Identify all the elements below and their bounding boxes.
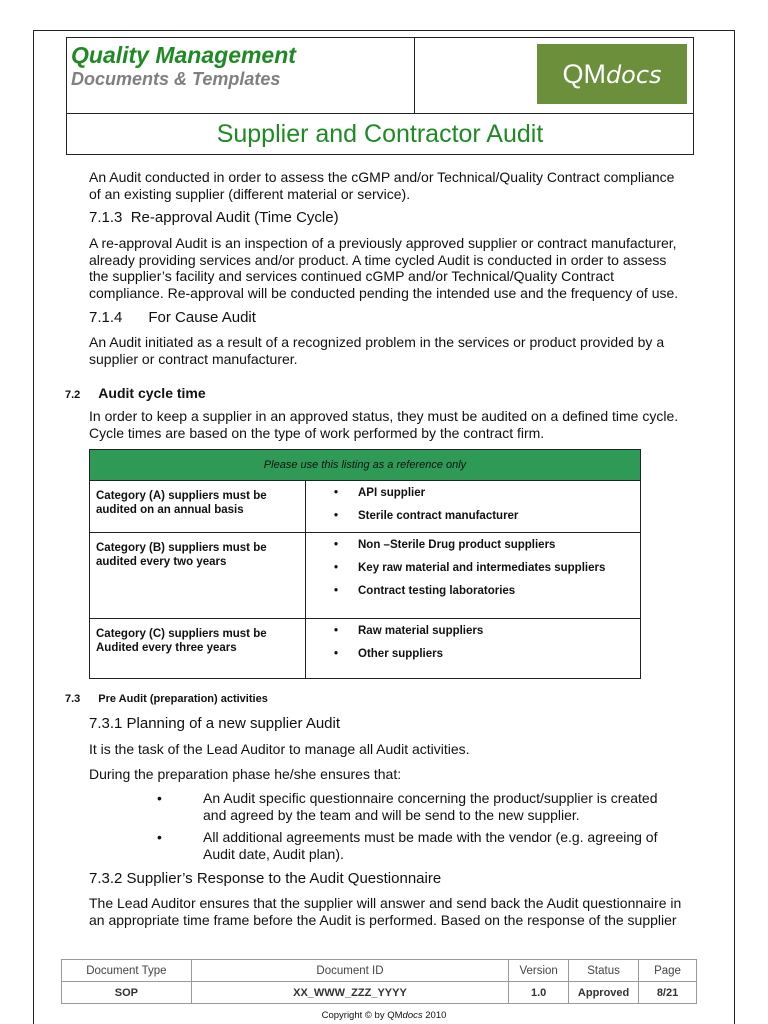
list-item: • Sterile contract manufacturer <box>330 509 640 523</box>
intro-paragraph: An Audit conducted in order to assess the cGMP and/or Technical/Quality Contract compliance of an existing supplier (different material or service). <box>89 169 675 202</box>
items-cell <box>306 533 641 619</box>
section-7-3-2-heading: 7.3.2 Supplier’s Response to the Audit Questionnaire <box>89 870 442 887</box>
document-title: Supplier and Contractor Audit <box>216 120 544 148</box>
copyright-year: 2010 <box>422 1010 447 1021</box>
table-row <box>90 481 641 533</box>
table-row <box>90 619 641 679</box>
document-footer-table <box>61 959 697 1004</box>
bullet-mark: • <box>157 790 162 806</box>
category-cell: Category (B) suppliers must be audited every two years <box>90 533 306 619</box>
section-title: Audit cycle time <box>98 385 206 401</box>
footer-value-row <box>62 982 697 1004</box>
section-title: Pre Audit (preparation) activities <box>98 693 268 705</box>
logo-qm-text: QM <box>562 59 606 89</box>
list-item: • Raw material suppliers <box>330 624 640 638</box>
qmdocs-logo <box>537 44 687 104</box>
brand-subtitle: Documents & Templates <box>71 69 281 89</box>
section-number: 7.3 <box>65 693 81 705</box>
footer-value-cell: 8/21 <box>639 982 697 1004</box>
table-row <box>90 533 641 619</box>
footer-header-cell: Page <box>639 960 697 982</box>
bullet-item <box>157 829 677 862</box>
copyright-docs: docs <box>402 1010 423 1021</box>
copyright-notice <box>0 1010 768 1021</box>
section-7-1-4-heading <box>89 309 256 326</box>
audit-cycle-table <box>89 449 641 679</box>
logo-docs-text: docs <box>605 61 662 89</box>
section-7-1-3-text: A re-approval Audit is an inspection of a previously approved supplier or contract manufacturer, already providing services and/or product. A time cycled Audit is conducted in order to assess the supplier’s facility and services continued cGMP and/or Technical/Quality Contract compliance. Re-approval will be conducted pending the intended use and the frequency of use. <box>89 235 679 301</box>
footer-header-cell: Document ID <box>191 960 508 982</box>
category-cell: Category (A) suppliers must be audited on an annual basis <box>90 481 306 533</box>
footer-header-row <box>62 960 697 982</box>
footer-value-cell: Approved <box>569 982 639 1004</box>
list-item: • Key raw material and intermediates suppliers <box>330 561 640 575</box>
bullet-text: All additional agreements must be made with the vendor (e.g. agreeing of Audit date, Audit plan). <box>203 829 658 862</box>
list-item: • Contract testing laboratories <box>330 584 640 598</box>
footer-value-cell: XX_WWW_ZZZ_YYYY <box>191 982 508 1004</box>
bullet-mark: • <box>157 829 162 845</box>
category-cell: Category (C) suppliers must be Audited every three years <box>90 619 306 679</box>
copyright-prefix: Copyright © by QM <box>321 1010 403 1021</box>
footer-value-cell: SOP <box>62 982 192 1004</box>
section-7-3-2-text: The Lead Auditor ensures that the supplier will answer and send back the Audit questionnaire in an appropriate time frame before the Audit is performed. Based on the response of the supplier <box>89 895 682 928</box>
brand-cell <box>67 38 415 114</box>
items-cell <box>306 481 641 533</box>
section-number: 7.1.3 <box>89 209 123 226</box>
bullet-item <box>157 790 677 823</box>
section-7-3-heading <box>65 693 268 705</box>
logo-cell <box>415 38 693 114</box>
document-header <box>66 37 694 155</box>
section-number: 7.2 <box>65 389 81 401</box>
section-7-2-text: In order to keep a supplier in an approved status, they must be audited on a defined time cycle. Cycle times are based on the type of work performed by the contract firm. <box>89 408 679 441</box>
table-header: Please use this listing as a reference only <box>90 450 641 481</box>
section-7-1-4-text: An Audit initiated as a result of a recognized problem in the services or product provided by a supplier or contract manufacturer. <box>89 334 665 367</box>
preparation-bullets <box>157 790 677 868</box>
brand-title: Quality Management <box>71 42 296 68</box>
list-item: • API supplier <box>330 486 640 500</box>
section-7-3-1-text-1: It is the task of the Lead Auditor to manage all Audit activities. <box>89 741 470 757</box>
bullet-text: An Audit specific questionnaire concerning the product/supplier is created and agreed by the team and will be send to the new supplier. <box>203 790 658 823</box>
items-cell <box>306 619 641 679</box>
section-title: Re-approval Audit (Time Cycle) <box>130 209 339 226</box>
footer-value-cell: 1.0 <box>509 982 569 1004</box>
footer-header-cell: Version <box>509 960 569 982</box>
list-item: • Other suppliers <box>330 647 640 661</box>
footer-header-cell: Status <box>569 960 639 982</box>
section-number: 7.1.4 <box>89 309 123 326</box>
section-7-1-3-heading <box>89 209 339 226</box>
footer-header-cell: Document Type <box>62 960 192 982</box>
section-7-3-1-heading: 7.3.1 Planning of a new supplier Audit <box>89 715 341 732</box>
list-item: • Non –Sterile Drug product suppliers <box>330 538 640 552</box>
section-7-3-1-text-2: During the preparation phase he/she ensures that: <box>89 766 402 782</box>
section-7-2-heading <box>65 385 206 401</box>
section-title: For Cause Audit <box>148 309 256 326</box>
